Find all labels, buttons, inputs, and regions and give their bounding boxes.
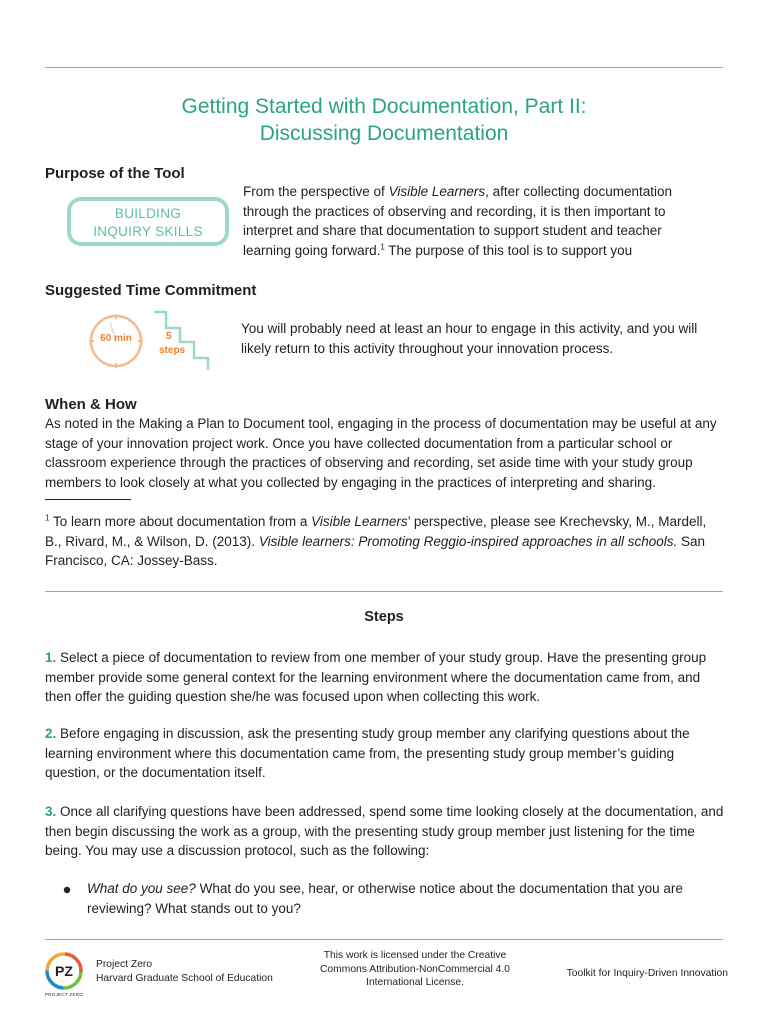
badge-line-1: BUILDING	[114, 206, 182, 221]
footer-divider	[45, 939, 723, 940]
step-1-text: Select a piece of documentation to review from one member of your study group. Have the presenting group member provide some general context for the learning environment where the documentation came from, and then offer the guiding question she/he was focused upon when collecting this work.	[45, 650, 707, 705]
logo-caption: PROJECT ZERO	[44, 992, 84, 997]
step-2-number: 2.	[45, 726, 57, 741]
footer-org	[96, 958, 273, 985]
footer-license: This work is licensed under the Creative Commons Attribution-NonCommercial 4.0 International License.	[320, 950, 510, 988]
building-inquiry-skills-badge	[67, 197, 229, 246]
when-how-heading: When & How	[45, 396, 137, 413]
step-1-number: 1.	[45, 650, 57, 665]
footnote-mid: ’ perspective, please see Krechevsky, M., Mardell, B., Rivard, M., & Wilson, D. (2013).	[45, 514, 707, 549]
step-2	[45, 724, 725, 783]
purpose-text-pre: From the perspective of	[243, 184, 389, 199]
steps-label: steps	[159, 345, 186, 356]
bullet-question: What do you see?	[87, 881, 196, 896]
step-3-text: Once all clarifying questions have been addressed, spend some time looking closely at the documentation, and then begin discussing the work as a group, with the presenting study group member just listening for the time being. You may use a discussion protocol, such as the following:	[45, 804, 724, 859]
time-heading: Suggested Time Commitment	[45, 282, 257, 299]
steps-heading: Steps	[364, 609, 404, 625]
footnote-reference: 1	[380, 242, 385, 252]
footnote-pre: To learn more about documentation from a	[49, 514, 312, 529]
step-2-text: Before engaging in discussion, ask the presenting study group member any clarifying questions about the learning environment where this documentation came from, the presenting study group member’s guiding question, or the documentation itself.	[45, 726, 690, 781]
step-3	[45, 802, 725, 861]
purpose-heading: Purpose of the Tool	[45, 165, 185, 182]
bullet-icon	[63, 881, 71, 889]
footer-toolkit: Toolkit for Inquiry-Driven Innovation	[566, 968, 728, 979]
page-title	[45, 93, 723, 147]
title-line-2: Discussing Documentation	[259, 122, 509, 145]
when-how-text: As noted in the Making a Plan to Document tool, engaging in the process of documentation may be useful at any stage of your innovation project work. Once you have collected documentation from a particular school or classroom experience through the practices of observing and recording, set aside time with your study group members to look closely at what you collected by engaging in the practices of interpreting and sharing.	[45, 416, 717, 490]
footnote-book-title: Visible learners: Promoting Reggio-inspired approaches in all schools.	[258, 533, 678, 549]
step-1	[45, 648, 725, 707]
time-text: You will probably need at least an hour to engage in this activity, and you will likely return to this activity throughout your innovation process.	[241, 321, 698, 356]
purpose-text	[243, 182, 683, 260]
steps-count: 5	[166, 331, 172, 342]
logo-text: PZ	[55, 963, 73, 979]
time-graphic	[88, 308, 218, 374]
top-divider	[45, 67, 723, 68]
footnote-mark: 1	[45, 513, 50, 523]
step-3-number: 3.	[45, 804, 57, 819]
title-line-1: Getting Started with Documentation, Part II:	[181, 95, 587, 118]
bullet-text: What do you see, hear, or otherwise notice about the documentation that you are reviewing? What stands out to you?	[87, 881, 683, 916]
badge-line-2: INQUIRY SKILLS	[93, 224, 203, 239]
footnote-post: San Francisco, CA: Jossey-Bass.	[45, 533, 706, 569]
bullet-item	[87, 879, 717, 918]
footnote	[45, 512, 725, 571]
footnote-divider	[45, 499, 131, 500]
purpose-text-mid: , after collecting documentation through the practices of observing and recording, it is then important to interpret and share that documentation to support student and teacher learning going forward.	[243, 184, 672, 258]
clock-label: 60 min	[100, 333, 132, 344]
steps-divider	[45, 591, 723, 592]
footnote-italic-1: Visible Learners	[311, 514, 408, 529]
purpose-text-italic: Visible Learners	[388, 184, 486, 199]
project-zero-logo	[44, 951, 84, 991]
footer-org-line-2: Harvard Graduate School of Education	[96, 972, 273, 984]
purpose-text-post: The purpose of this tool is to support you	[384, 242, 633, 258]
footer-org-line-1: Project Zero	[96, 959, 153, 970]
